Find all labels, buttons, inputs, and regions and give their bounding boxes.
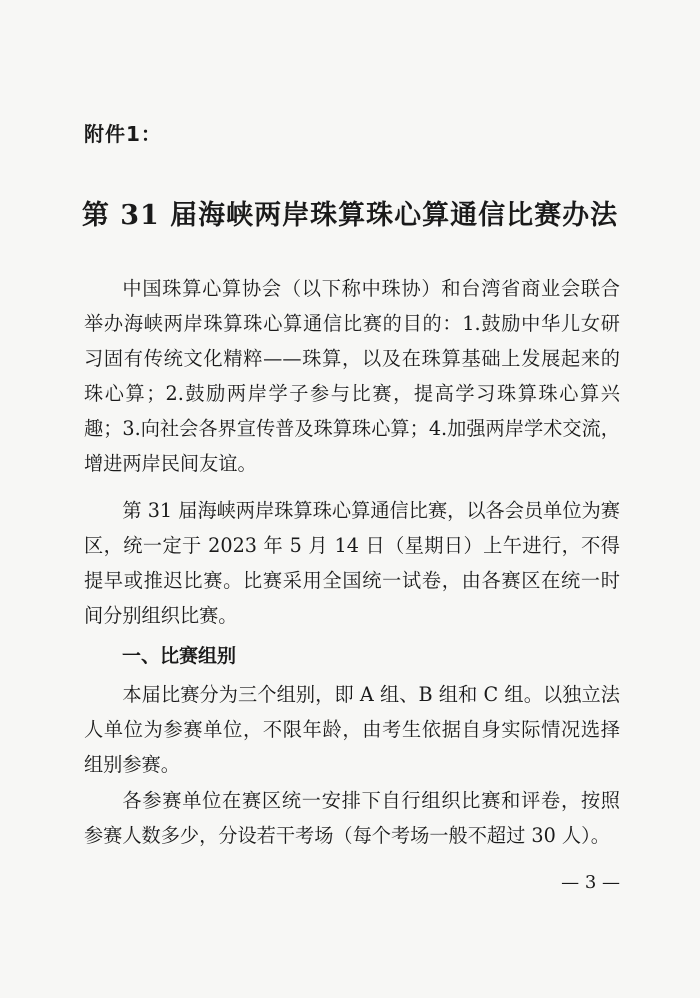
- section-heading: 一、比赛组别: [122, 645, 237, 667]
- groups-paragraph: 本届比赛分为三个组别，即 A 组、B 组和 C 组。以独立法人单位为参赛单位，不限年龄，由考生依据自身实际情况选择组别参赛。: [84, 683, 620, 776]
- schedule-paragraph: 第 31 届海峡两岸珠算珠心算通信比赛，以各会员单位为赛区，统一定于 2023 年 5 月 14 日（星期日）上午进行，不得提早或推迟比赛。比赛采用全国统一试卷，由各赛区在统一时间分别组织比赛。: [84, 499, 620, 627]
- attachment-label: 附件1：: [84, 122, 162, 146]
- intro-paragraph: 中国珠算心算协会（以下称中珠协）和台湾省商业会联合举办海峡两岸珠算珠心算通信比赛的目的：1.鼓励中华儿女研习固有传统文化精粹——珠算，以及在珠算基础上发展起来的珠心算；2.鼓励两岸学子参与比赛，提高学习珠算珠心算兴趣；3.向社会各界宣传普及珠算珠心算；4.加强两岸学术交流，增进两岸民间友谊。: [84, 277, 620, 475]
- page-number: — 3 —: [561, 872, 620, 893]
- venue-paragraph: 各参赛单位在赛区统一安排下自行组织比赛和评卷，按照参赛人数多少，分设若干考场（每个考场一般不超过 30 人）。: [84, 789, 620, 847]
- document-title: 第 31 届海峡两岸珠算珠心算通信比赛办法: [81, 200, 619, 231]
